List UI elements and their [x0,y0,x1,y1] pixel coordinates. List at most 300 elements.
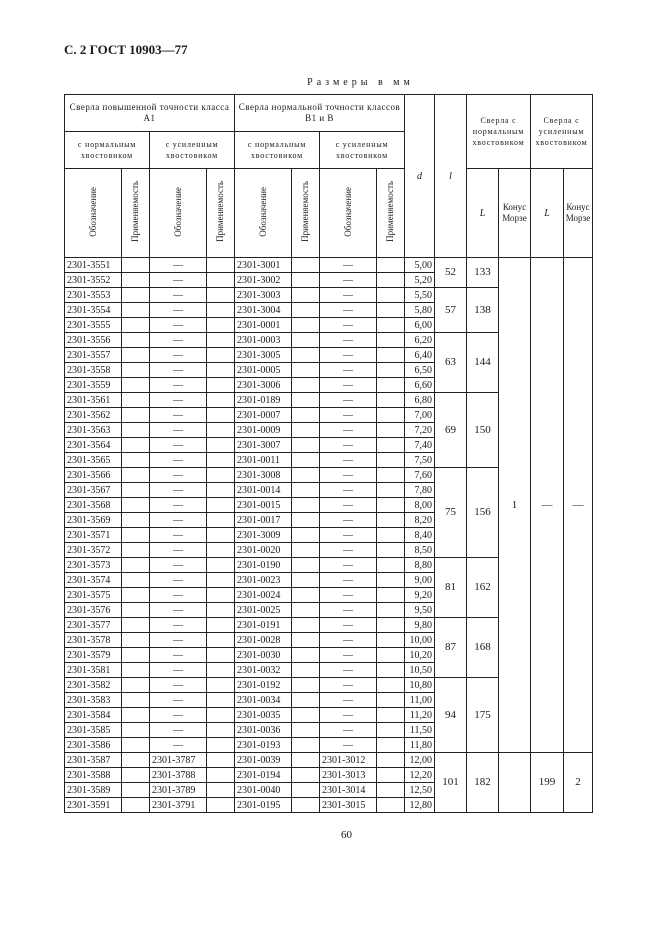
l-value: 101 [435,753,467,813]
a1-normal-designation: 2301-3588 [65,768,122,783]
morse-reinforced-value: 2 [564,753,593,813]
a1-normal-designation: 2301-3572 [65,543,122,558]
b-reinforced-designation: — [320,318,377,333]
L-reinforced-dash: — [531,258,564,753]
l-value: 57 [435,288,467,333]
a1-reinforced-applicability [207,558,235,573]
header-l: l [435,95,467,258]
a1-normal-designation: 2301-3591 [65,798,122,813]
b-normal-designation: 2301-3002 [235,273,292,288]
a1-normal-applicability [122,663,150,678]
b-normal-designation: 2301-3001 [235,258,292,273]
b-reinforced-applicability [377,648,405,663]
a1-reinforced-applicability [207,348,235,363]
a1-normal-designation: 2301-3552 [65,273,122,288]
header-a1: Сверла повышенной точности класса А1 [65,95,235,132]
l-value: 63 [435,333,467,393]
b-normal-designation: 2301-0192 [235,678,292,693]
b-reinforced-designation: — [320,558,377,573]
a1-reinforced-applicability [207,378,235,393]
a1-normal-applicability [122,333,150,348]
diameter-value: 7,80 [405,483,435,498]
b-normal-applicability [292,303,320,318]
a1-normal-designation: 2301-3563 [65,423,122,438]
b-normal-designation: 2301-0036 [235,723,292,738]
diameter-value: 7,00 [405,408,435,423]
b-normal-applicability [292,453,320,468]
L-normal-value: 133 [467,258,499,288]
a1-reinforced-applicability [207,678,235,693]
b-reinforced-applicability [377,423,405,438]
b-normal-designation: 2301-0015 [235,498,292,513]
a1-normal-designation: 2301-3573 [65,558,122,573]
b-normal-designation: 2301-0189 [235,393,292,408]
a1-normal-designation: 2301-3589 [65,783,122,798]
b-reinforced-designation: — [320,363,377,378]
b-reinforced-applicability [377,498,405,513]
a1-normal-designation: 2301-3557 [65,348,122,363]
b-normal-applicability [292,333,320,348]
a1-reinforced-designation: — [150,423,207,438]
a1-reinforced-designation: — [150,603,207,618]
b-normal-applicability [292,558,320,573]
a1-normal-designation: 2301-3553 [65,288,122,303]
a1-normal-applicability [122,603,150,618]
a1-normal-applicability [122,723,150,738]
a1-reinforced-designation: 2301-3788 [150,768,207,783]
a1-reinforced-designation: — [150,453,207,468]
a1-reinforced-designation: — [150,633,207,648]
b-normal-designation: 2301-0195 [235,798,292,813]
diameter-value: 11,00 [405,693,435,708]
b-reinforced-designation: 2301-3014 [320,783,377,798]
b-normal-applicability [292,498,320,513]
b-reinforced-designation: — [320,723,377,738]
b-reinforced-designation: — [320,498,377,513]
a1-normal-designation: 2301-3574 [65,573,122,588]
b-reinforced-applicability [377,588,405,603]
L-normal-value: 144 [467,333,499,393]
morse-normal-value: 1 [499,258,531,753]
diameter-value: 12,00 [405,753,435,768]
a1-reinforced-designation: — [150,663,207,678]
a1-reinforced-designation: — [150,333,207,348]
diameter-value: 9,00 [405,573,435,588]
b-normal-designation: 2301-0024 [235,588,292,603]
diameter-value: 5,50 [405,288,435,303]
diameter-value: 6,60 [405,378,435,393]
diameter-value: 11,80 [405,738,435,753]
b-normal-applicability [292,663,320,678]
a1-normal-applicability [122,798,150,813]
a1-normal-designation: 2301-3576 [65,603,122,618]
diameter-value: 8,20 [405,513,435,528]
a1-reinforced-applicability [207,618,235,633]
L-normal-value: 156 [467,468,499,558]
b-normal-applicability [292,648,320,663]
diameter-value: 9,80 [405,618,435,633]
a1-normal-applicability [122,633,150,648]
l-value: 52 [435,258,467,288]
b-normal-designation: 2301-0194 [235,768,292,783]
a1-reinforced-applicability [207,528,235,543]
b-reinforced-designation: — [320,648,377,663]
b-reinforced-designation: — [320,453,377,468]
diameter-value: 8,50 [405,543,435,558]
a1-normal-applicability [122,588,150,603]
header-applicability: Применяемость [292,169,320,258]
b-reinforced-applicability [377,738,405,753]
b-normal-designation: 2301-0034 [235,693,292,708]
b-reinforced-applicability [377,618,405,633]
a1-normal-designation: 2301-3585 [65,723,122,738]
b-reinforced-designation: — [320,633,377,648]
diameter-value: 6,80 [405,393,435,408]
a1-reinforced-applicability [207,258,235,273]
a1-reinforced-applicability [207,408,235,423]
b-normal-applicability [292,483,320,498]
b-reinforced-designation: — [320,618,377,633]
b-reinforced-designation: — [320,693,377,708]
b-reinforced-applicability [377,708,405,723]
b-reinforced-applicability [377,288,405,303]
a1-normal-applicability [122,423,150,438]
a1-reinforced-applicability [207,768,235,783]
a1-normal-designation: 2301-3565 [65,453,122,468]
a1-normal-designation: 2301-3587 [65,753,122,768]
b-normal-applicability [292,528,320,543]
b-normal-designation: 2301-0039 [235,753,292,768]
table-body [65,258,593,813]
b-reinforced-designation: — [320,528,377,543]
a1-reinforced-designation: — [150,288,207,303]
a1-normal-applicability [122,318,150,333]
header-morse-normal: Конус Морзе [499,169,531,258]
b-reinforced-applicability [377,528,405,543]
b-reinforced-applicability [377,693,405,708]
header-a1-normal: с нормальным хвостовиком [65,132,150,169]
a1-normal-designation: 2301-3559 [65,378,122,393]
a1-normal-applicability [122,618,150,633]
b-normal-applicability [292,423,320,438]
b-reinforced-designation: 2301-3015 [320,798,377,813]
a1-normal-applicability [122,288,150,303]
diameter-value: 5,00 [405,258,435,273]
a1-normal-designation: 2301-3554 [65,303,122,318]
b-reinforced-designation: — [320,258,377,273]
diameter-value: 10,80 [405,678,435,693]
b-reinforced-applicability [377,558,405,573]
diameter-value: 6,00 [405,318,435,333]
a1-reinforced-designation: — [150,558,207,573]
a1-reinforced-designation: — [150,618,207,633]
b-reinforced-designation: — [320,288,377,303]
b-reinforced-applicability [377,453,405,468]
a1-reinforced-applicability [207,648,235,663]
header-L-reinforced: L [531,169,564,258]
a1-reinforced-designation: — [150,528,207,543]
diameter-value: 10,20 [405,648,435,663]
a1-reinforced-designation: — [150,588,207,603]
b-reinforced-designation: — [320,438,377,453]
a1-reinforced-designation: — [150,258,207,273]
b-normal-designation: 2301-0001 [235,318,292,333]
a1-normal-designation: 2301-3581 [65,663,122,678]
a1-reinforced-designation: — [150,513,207,528]
b-normal-applicability [292,768,320,783]
a1-normal-designation: 2301-3586 [65,738,122,753]
diameter-value: 12,80 [405,798,435,813]
b-normal-applicability [292,378,320,393]
diameter-value: 9,50 [405,603,435,618]
a1-normal-applicability [122,303,150,318]
b-normal-designation: 2301-0020 [235,543,292,558]
a1-normal-applicability [122,513,150,528]
b-normal-designation: 2301-3005 [235,348,292,363]
b-normal-designation: 2301-0005 [235,363,292,378]
b-normal-designation: 2301-0191 [235,618,292,633]
a1-reinforced-designation: — [150,573,207,588]
b-reinforced-designation: — [320,408,377,423]
b-normal-designation: 2301-0035 [235,708,292,723]
l-value: 81 [435,558,467,618]
b-normal-designation: 2301-0009 [235,423,292,438]
b-reinforced-applicability [377,303,405,318]
a1-normal-applicability [122,753,150,768]
a1-normal-applicability [122,528,150,543]
b-reinforced-applicability [377,378,405,393]
a1-reinforced-applicability [207,363,235,378]
b-normal-designation: 2301-3004 [235,303,292,318]
b-normal-applicability [292,543,320,558]
a1-normal-applicability [122,408,150,423]
a1-normal-designation: 2301-3582 [65,678,122,693]
a1-reinforced-applicability [207,288,235,303]
a1-normal-applicability [122,783,150,798]
b-normal-designation: 2301-0193 [235,738,292,753]
b-reinforced-applicability [377,663,405,678]
b-normal-designation: 2301-0003 [235,333,292,348]
b-reinforced-designation: — [320,468,377,483]
b-reinforced-designation: — [320,738,377,753]
L-reinforced-value: 199 [531,753,564,813]
b-reinforced-applicability [377,798,405,813]
a1-reinforced-applicability [207,438,235,453]
units-caption: Размеры в мм [307,77,414,88]
b-reinforced-applicability [377,768,405,783]
a1-normal-applicability [122,498,150,513]
a1-reinforced-designation: — [150,303,207,318]
b-normal-applicability [292,633,320,648]
a1-normal-applicability [122,453,150,468]
a1-normal-applicability [122,648,150,663]
morse-reinforced-dash: — [564,258,593,753]
b-reinforced-applicability [377,783,405,798]
a1-reinforced-applicability [207,393,235,408]
b-reinforced-designation: — [320,393,377,408]
a1-reinforced-designation: — [150,498,207,513]
b-reinforced-designation: — [320,333,377,348]
L-normal-value: 150 [467,393,499,468]
a1-reinforced-designation: — [150,408,207,423]
b-reinforced-applicability [377,318,405,333]
b-normal-applicability [292,288,320,303]
a1-normal-applicability [122,543,150,558]
a1-reinforced-designation: — [150,648,207,663]
a1-normal-applicability [122,738,150,753]
b-reinforced-applicability [377,573,405,588]
a1-reinforced-applicability [207,468,235,483]
b-reinforced-applicability [377,753,405,768]
l-value: 75 [435,468,467,558]
a1-normal-applicability [122,558,150,573]
b-reinforced-designation: — [320,663,377,678]
a1-normal-applicability [122,483,150,498]
a1-reinforced-designation: 2301-3787 [150,753,207,768]
b-normal-applicability [292,708,320,723]
b-normal-applicability [292,588,320,603]
a1-normal-applicability [122,363,150,378]
a1-normal-applicability [122,708,150,723]
header-L-normal: L [467,169,499,258]
morse-normal-blank [499,753,531,813]
diameter-value: 9,20 [405,588,435,603]
a1-reinforced-applicability [207,663,235,678]
b-normal-designation: 2301-0028 [235,633,292,648]
diameter-value: 7,60 [405,468,435,483]
b-reinforced-designation: — [320,483,377,498]
diameter-value: 5,80 [405,303,435,318]
b-normal-applicability [292,468,320,483]
a1-reinforced-applicability [207,513,235,528]
a1-reinforced-designation: — [150,708,207,723]
b-normal-designation: 2301-3008 [235,468,292,483]
diameter-value: 11,20 [405,708,435,723]
b-normal-designation: 2301-3006 [235,378,292,393]
header-designation: Обозначение [320,169,377,258]
a1-reinforced-applicability [207,723,235,738]
header-b-normal: с нормальным хвостовиком [235,132,320,169]
a1-reinforced-designation: — [150,738,207,753]
a1-reinforced-designation: — [150,363,207,378]
a1-reinforced-applicability [207,753,235,768]
b-reinforced-applicability [377,363,405,378]
b-normal-designation: 2301-0011 [235,453,292,468]
b-reinforced-designation: — [320,273,377,288]
b-reinforced-applicability [377,468,405,483]
a1-normal-applicability [122,348,150,363]
b-normal-designation: 2301-0025 [235,603,292,618]
a1-reinforced-designation: — [150,438,207,453]
header-b-reinforced: с усиленным хвостовиком [320,132,405,169]
b-reinforced-applicability [377,633,405,648]
header-designation: Обозначение [150,169,207,258]
a1-normal-applicability [122,573,150,588]
a1-reinforced-applicability [207,498,235,513]
a1-reinforced-applicability [207,543,235,558]
diameter-value: 7,40 [405,438,435,453]
a1-normal-designation: 2301-3561 [65,393,122,408]
diameter-value: 6,50 [405,363,435,378]
diameter-value: 12,20 [405,768,435,783]
a1-reinforced-designation: — [150,723,207,738]
L-normal-value: 182 [467,753,499,813]
a1-normal-applicability [122,768,150,783]
b-normal-applicability [292,603,320,618]
b-reinforced-designation: — [320,708,377,723]
a1-normal-designation: 2301-3578 [65,633,122,648]
a1-reinforced-designation: — [150,543,207,558]
b-normal-designation: 2301-3003 [235,288,292,303]
L-normal-value: 162 [467,558,499,618]
b-reinforced-applicability [377,543,405,558]
b-reinforced-designation: — [320,378,377,393]
diameter-value: 8,80 [405,558,435,573]
b-normal-applicability [292,318,320,333]
a1-reinforced-applicability [207,693,235,708]
header-applicability: Применяемость [377,169,405,258]
a1-normal-designation: 2301-3566 [65,468,122,483]
b-normal-applicability [292,363,320,378]
b-reinforced-applicability [377,273,405,288]
a1-normal-applicability [122,393,150,408]
a1-reinforced-applicability [207,303,235,318]
a1-normal-designation: 2301-3556 [65,333,122,348]
a1-reinforced-designation: — [150,378,207,393]
header-b1b: Сверла нормальной точности классов В1 и В [235,95,405,132]
b-reinforced-applicability [377,333,405,348]
a1-reinforced-applicability [207,483,235,498]
header-a1-reinforced: с усиленным хвостовиком [150,132,235,169]
a1-reinforced-applicability [207,318,235,333]
diameter-value: 8,40 [405,528,435,543]
b-normal-applicability [292,393,320,408]
b-reinforced-applicability [377,438,405,453]
diameter-value: 12,50 [405,783,435,798]
a1-reinforced-applicability [207,273,235,288]
header-reinforced-shank: Сверла с усиленным хвостовиком [531,95,593,169]
b-reinforced-designation: — [320,303,377,318]
a1-normal-applicability [122,468,150,483]
a1-reinforced-applicability [207,453,235,468]
b-normal-applicability [292,573,320,588]
a1-normal-designation: 2301-3579 [65,648,122,663]
b-normal-applicability [292,258,320,273]
a1-reinforced-designation: — [150,318,207,333]
b-normal-designation: 2301-0023 [235,573,292,588]
table-row [65,258,593,273]
diameter-value: 7,20 [405,423,435,438]
b-normal-applicability [292,618,320,633]
b-normal-designation: 2301-0040 [235,783,292,798]
b-reinforced-designation: — [320,423,377,438]
a1-normal-designation: 2301-3567 [65,483,122,498]
a1-reinforced-designation: — [150,468,207,483]
l-value: 87 [435,618,467,678]
header-designation: Обозначение [65,169,122,258]
b-normal-designation: 2301-3009 [235,528,292,543]
a1-normal-designation: 2301-3551 [65,258,122,273]
b-reinforced-applicability [377,258,405,273]
a1-reinforced-applicability [207,633,235,648]
diameter-value: 8,00 [405,498,435,513]
b-normal-applicability [292,438,320,453]
b-normal-applicability [292,798,320,813]
b-normal-designation: 2301-0030 [235,648,292,663]
header-d: d [405,95,435,258]
diameter-value: 6,20 [405,333,435,348]
a1-reinforced-designation: — [150,348,207,363]
